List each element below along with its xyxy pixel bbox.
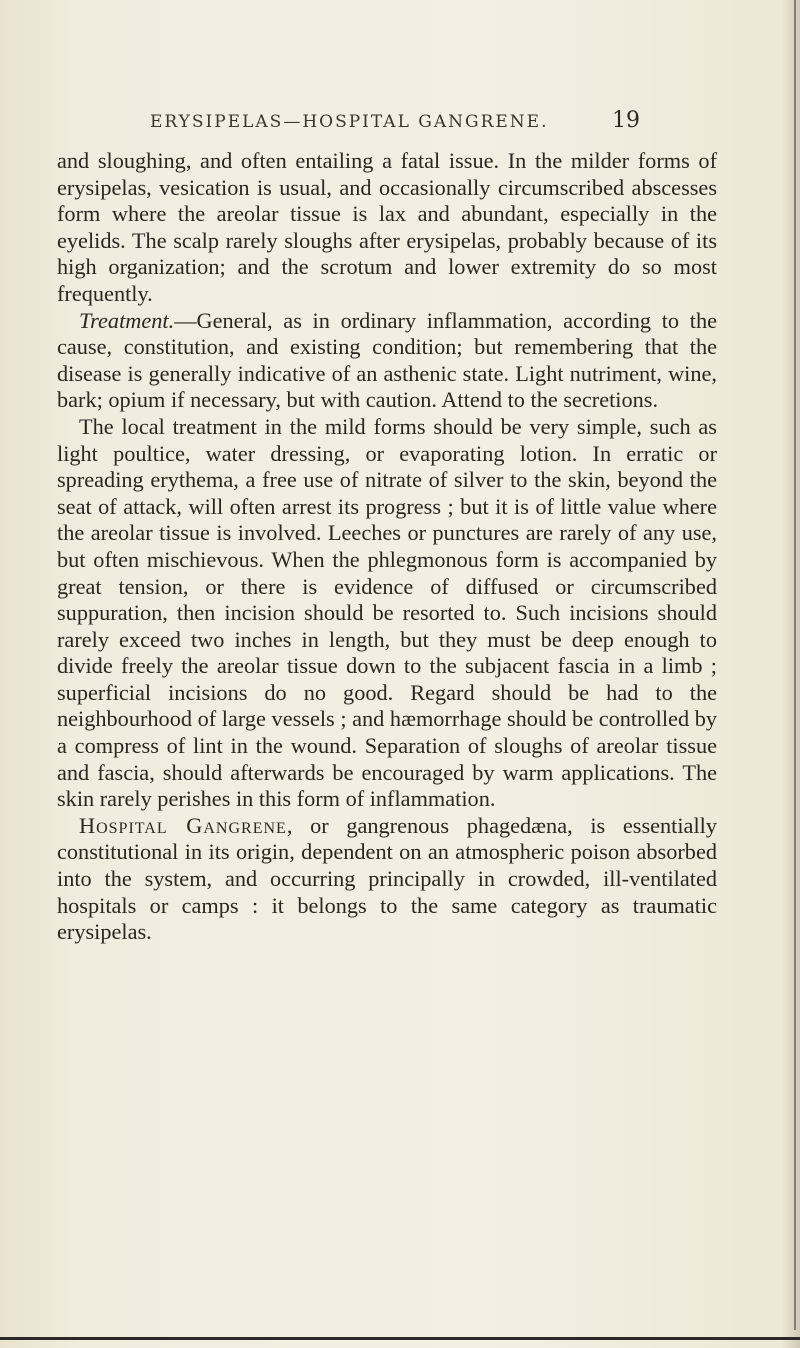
paragraph-local-treatment: The local treatment in the mild forms should be very simple, such as light poultice, water dressing, or evaporating lotion. In erratic or spreading erythema, a free use of nitrate of silver to the skin, beyond the seat of attack, will often arrest its progress ; but it is of little value where the areolar tissue is involved. Leeches or punctures are rarely of any use, but often mischievous. When the phlegmonous form is accompanied by great tension, or there is evidence of diffused or circumscribed suppuration, then incision should be resorted to. Such incisions should rarely exceed two inches in length, but they must be deep enough to divide freely the areolar tissue down to the subjacent fascia in a limb ; superficial incisions do no good. Regard should be had to the neighbourhood of large vessels ; and hæmorrhage should be controlled by a compress of lint in the wound. Separation of sloughs of areolar tissue and fascia, should afterwards be encouraged by warm applications. The skin rarely perishes in this form of inflammation. <box>57 413 717 812</box>
body-text <box>57 148 717 946</box>
page-edge-shadow <box>782 0 800 1348</box>
running-head: ERYSIPELAS—HOSPITAL GANGRENE. <box>150 112 549 132</box>
paragraph-treatment <box>57 308 717 414</box>
hospital-gangrene-text: , or gangrenous phagedæna, is essentially constitutional in its origin, dependent on an atmospheric poison absorbed into the system, and occurring principally in crowded, ill-ventilated hospitals or camps : it belongs to the same category as traumatic erysipelas. <box>57 812 717 945</box>
paragraph-continuation: and sloughing, and often entailing a fatal issue. In the milder forms of erysipelas, vesication is usual, and occasionally circumscribed abscesses form where the areolar tissue is lax and abundant, especially in the eyelids. The scalp rarely sloughs after erysipelas, probably because of its high organization; and the scrotum and lower extremity do so most frequently. <box>57 148 717 306</box>
page-number: 19 <box>612 108 640 133</box>
treatment-text: —General, as in ordinary inflammation, according to the cause, constitution, and existing condition; but remembering that the disease is generally indicative of an asthenic state. Light nutriment, wine, bark; opium if necessary, but with caution. Attend to the secretions. <box>57 307 717 413</box>
page-edge-line <box>794 0 796 1330</box>
hospital-gangrene-heading: Hospital Gangrene <box>79 812 287 838</box>
paragraph-hospital-gangrene <box>57 813 717 946</box>
treatment-heading: Treatment. <box>79 307 175 333</box>
bottom-edge-rule <box>0 1337 800 1340</box>
